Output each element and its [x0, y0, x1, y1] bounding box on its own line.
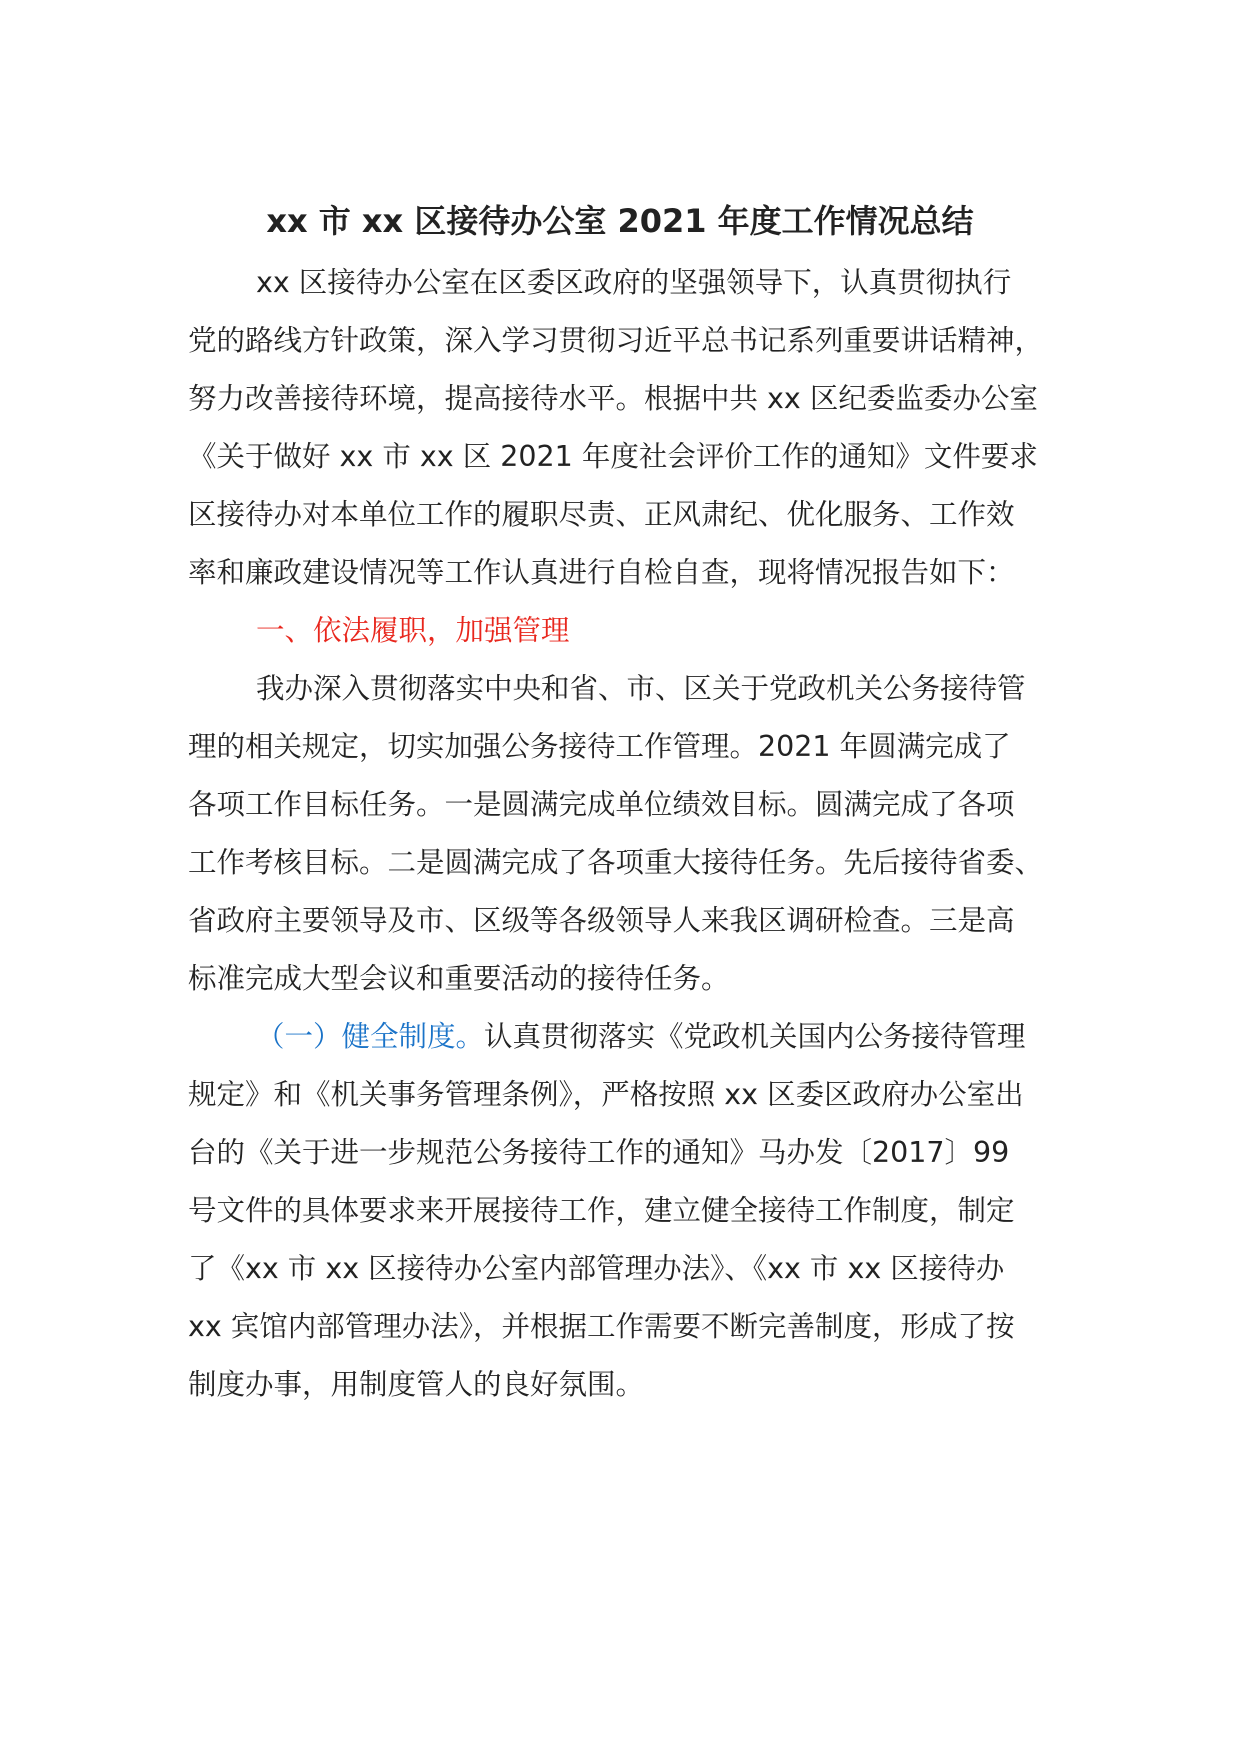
paragraph-line: 区接待办对本单位工作的履职尽责、正风肃纪、优化服务、工作效: [188, 498, 1015, 531]
paragraph-line: 我办深入贯彻落实中央和省、市、区关于党政机关公务接待管: [256, 672, 1026, 705]
paragraph-line: 省政府主要领导及市、区级等各级领导人来我区调研检查。三是高: [188, 904, 1015, 937]
paragraph-line: 理的相关规定，切实加强公务接待工作管理。2021 年圆满完成了: [188, 730, 1011, 763]
paragraph-line: xx 宾馆内部管理办法》，并根据工作需要不断完善制度，形成了按: [188, 1310, 1015, 1343]
paragraph-line: 标准完成大型会议和重要活动的接待任务。: [188, 962, 730, 995]
paragraph-line: xx 区接待办公室在区委区政府的坚强领导下，认真贯彻执行: [256, 266, 1012, 299]
subsection-line: [256, 1012, 1156, 1062]
paragraph-line: 了《xx 市 xx 区接待办公室内部管理办法》、《xx 市 xx 区接待办: [188, 1252, 1005, 1285]
document-title: xx 市 xx 区接待办公室 2021 年度工作情况总结: [266, 202, 974, 240]
paragraph-line: 号文件的具体要求来开展接待工作，建立健全接待工作制度，制定: [188, 1194, 1015, 1227]
paragraph-line: 制度办事，用制度管人的良好氛围。: [188, 1368, 645, 1401]
paragraph-line: 台的《关于进一步规范公务接待工作的通知》马办发〔2017〕99: [188, 1136, 1010, 1169]
section-heading: 一、依法履职，加强管理: [256, 614, 570, 647]
paragraph-line: 规定》和《机关事务管理条例》，严格按照 xx 区委区政府办公室出: [188, 1078, 1024, 1111]
paragraph-line: 各项工作目标任务。一是圆满完成单位绩效目标。圆满完成了各项: [188, 788, 1015, 821]
paragraph-line: 《关于做好 xx 市 xx 区 2021 年度社会评价工作的通知》文件要求: [188, 440, 1038, 473]
subsection-text: 认真贯彻落实《党政机关国内公务接待管理: [484, 1020, 1026, 1053]
paragraph-line: 工作考核目标。二是圆满完成了各项重大接待任务。先后接待省委、: [188, 846, 1044, 879]
paragraph-line: 努力改善接待环境，提高接待水平。根据中共 xx 区纪委监委办公室: [188, 382, 1038, 415]
paragraph-line: 党的路线方针政策，深入学习贯彻习近平总书记系列重要讲话精神，: [188, 324, 1044, 357]
subsection-heading: （一）健全制度。: [256, 1020, 485, 1053]
paragraph-line: 率和廉政建设情况等工作认真进行自检自查，现将情况报告如下：: [188, 556, 1015, 589]
